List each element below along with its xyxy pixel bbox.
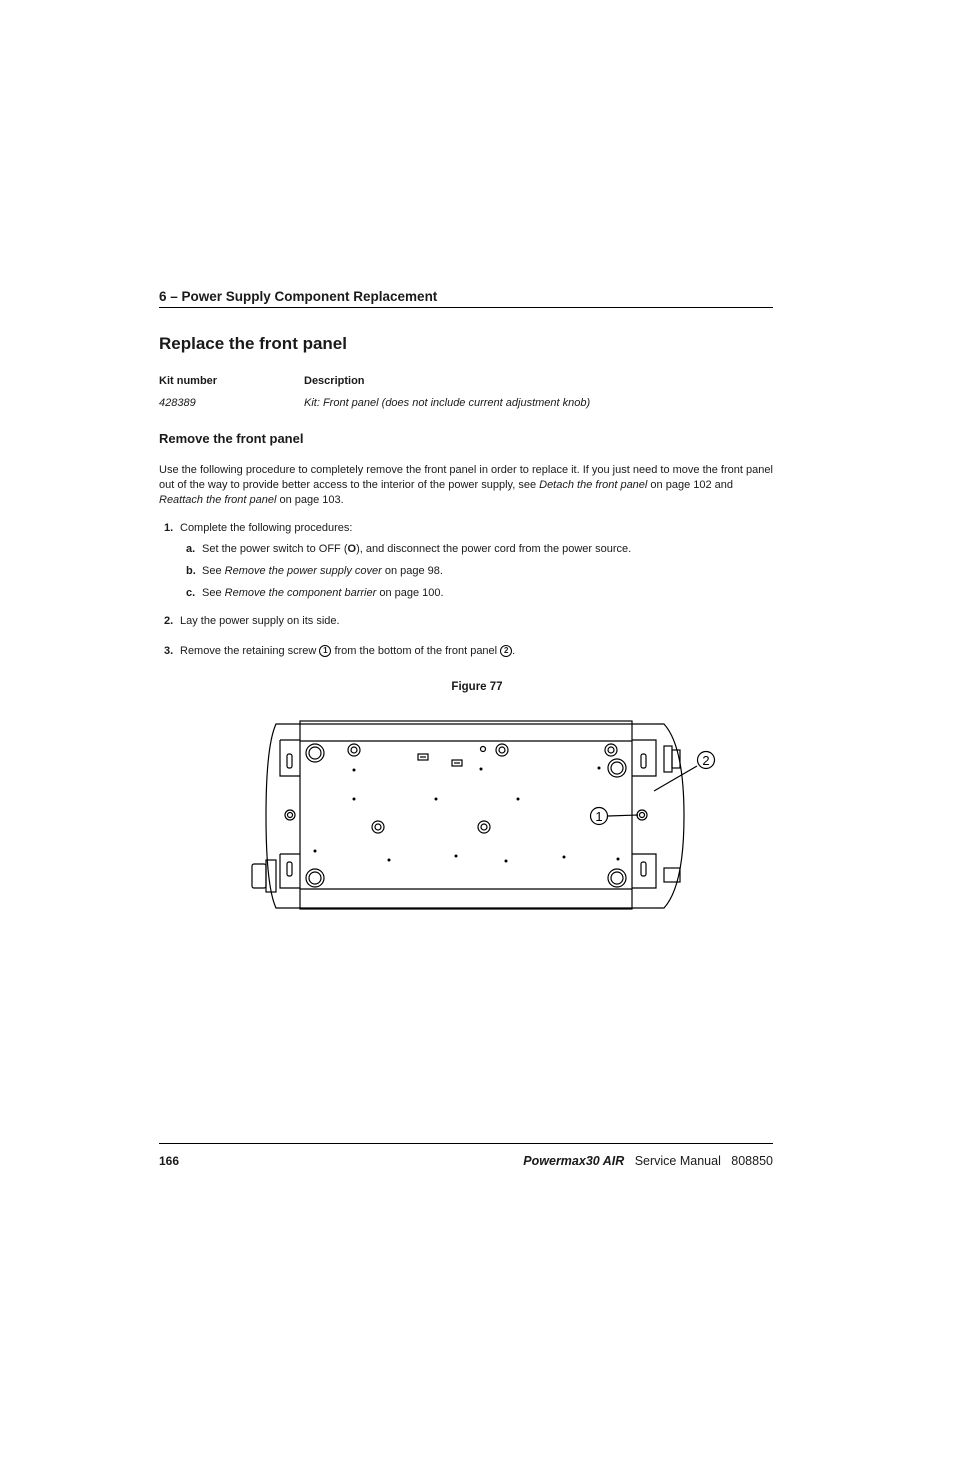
- power-supply-bottom-drawing: [244, 716, 724, 916]
- step-3: [164, 645, 515, 657]
- step-text: Lay the power supply on its side.: [180, 615, 340, 627]
- step-text: from the bottom of the front panel: [331, 645, 501, 657]
- link-remove-component-barrier[interactable]: Remove the component barrier: [224, 587, 377, 599]
- step-1: [164, 522, 352, 534]
- step-letter: b.: [186, 565, 196, 577]
- step-text: Set the power switch to OFF (: [202, 543, 348, 555]
- figure-caption: Figure 77: [451, 681, 503, 693]
- intro-text: on page 103.: [276, 494, 344, 506]
- subsection-title: Remove the front panel: [159, 431, 304, 446]
- callout-1-label: 1: [595, 809, 603, 824]
- kit-table-header-kit-number: Kit number: [159, 375, 218, 387]
- step-text: See: [202, 587, 225, 599]
- off-symbol: O: [347, 543, 357, 555]
- manual-name: Service Manual: [634, 1154, 721, 1168]
- page-number: 166: [159, 1154, 180, 1168]
- section-title: Replace the front panel: [159, 334, 347, 353]
- intro-paragraph: [159, 463, 773, 508]
- kit-table-cell-kit-number: 428389: [159, 397, 196, 409]
- step-1a: [186, 543, 631, 555]
- footer-rule: [159, 1143, 773, 1144]
- figure-77: [244, 716, 724, 921]
- step-number: 1.: [164, 522, 174, 534]
- step-text: .: [512, 645, 516, 657]
- intro-text: on page 102 and: [647, 479, 734, 491]
- step-letter: a.: [186, 543, 196, 555]
- chapter-heading: 6 – Power Supply Component Replacement: [159, 289, 438, 304]
- step-number: 3.: [164, 645, 174, 657]
- step-1c: [186, 587, 444, 599]
- callout-1-inline: 1: [319, 645, 331, 657]
- step-1b: [186, 565, 443, 577]
- step-text: on page 100.: [376, 587, 444, 599]
- link-remove-power-supply-cover[interactable]: Remove the power supply cover: [224, 565, 382, 577]
- kit-table-cell-description: Kit: Front panel (does not include current adjustment knob): [304, 397, 591, 409]
- step-text: on page 98.: [381, 565, 443, 577]
- link-reattach-front-panel[interactable]: Reattach the front panel: [159, 494, 277, 506]
- step-text: ), and disconnect the power cord from the power source.: [356, 543, 632, 555]
- step-letter: c.: [186, 587, 196, 599]
- step-2: [164, 615, 340, 627]
- kit-table-header-description: Description: [304, 375, 365, 387]
- part-number: 808850: [731, 1154, 773, 1168]
- link-detach-front-panel[interactable]: Detach the front panel: [539, 479, 648, 491]
- header-rule: [159, 307, 773, 308]
- callout-2-inline: 2: [500, 645, 512, 657]
- step-text: Remove the retaining screw: [180, 645, 320, 657]
- callout-2-label: 2: [702, 753, 710, 768]
- product-name: Powermax30 AIR: [523, 1154, 625, 1168]
- step-text: See: [202, 565, 225, 577]
- step-text: Complete the following procedures:: [180, 522, 353, 534]
- step-number: 2.: [164, 615, 174, 627]
- footer-product-info: [523, 1154, 773, 1168]
- intro-text: Use the following procedure to completely remove the front panel in order to replace it. If you just need to move the front panel out of the way to provide better access to the interior of the power supply, see: [159, 464, 773, 491]
